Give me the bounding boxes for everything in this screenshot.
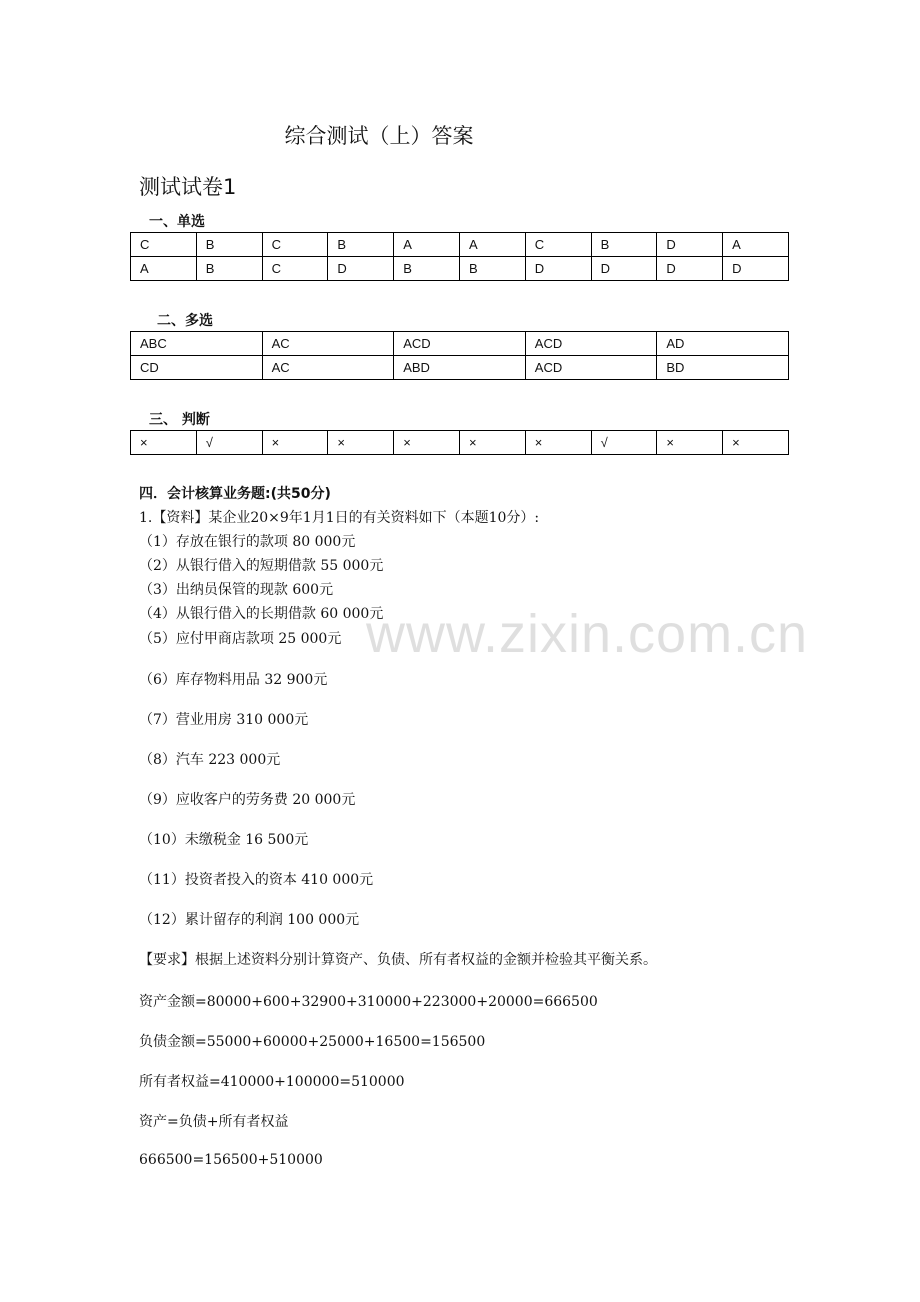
list-item: （5）应付甲商店款项 25 000元 [139,631,342,647]
answer-cell: × [657,431,723,455]
list-item: （7）营业用房 310 000元 [139,712,309,728]
answer-cell: AC [262,332,394,356]
answer-cell: × [459,431,525,455]
answer-cell: BD [657,356,789,380]
answer-cell: C [525,233,591,257]
answer-cell: A [723,233,789,257]
list-item: （2）从银行借入的短期借款 55 000元 [139,558,384,574]
answer-line: 负债金额=55000+60000+25000+16500=156500 [139,1034,486,1050]
answer-line: 资产=负债+所有者权益 [139,1114,289,1130]
answer-cell: CD [131,356,263,380]
answer-cell: B [196,233,262,257]
answer-cell: A [459,233,525,257]
answer-line: 所有者权益=410000+100000=510000 [139,1074,405,1090]
judge-heading: 三、 判断 [149,412,210,428]
accounting-intro: 1.【资料】某企业20×9年1月1日的有关资料如下（本题10分）: [139,510,540,526]
answer-cell: B [394,257,460,281]
accounting-heading: 四．会计核算业务题:(共50分) [139,486,331,502]
answer-cell: C [262,233,328,257]
answer-cell: AD [657,332,789,356]
answer-cell: ABC [131,332,263,356]
answer-cell: √ [591,431,657,455]
judge-table [130,430,789,455]
list-item: （12）累计留存的利润 100 000元 [139,912,360,928]
answer-cell: B [591,233,657,257]
single-choice-table [130,232,789,281]
table-row [131,356,789,380]
answer-line: 666500=156500+510000 [139,1152,323,1168]
answer-cell: × [525,431,591,455]
answer-cell: ACD [525,356,657,380]
table-row [131,257,789,281]
answer-cell: C [131,233,197,257]
multi-choice-table [130,331,789,380]
answer-cell: D [723,257,789,281]
table-row [131,332,789,356]
answer-cell: B [196,257,262,281]
requirement-text: 【要求】根据上述资料分别计算资产、负债、所有者权益的金额并检验其平衡关系。 [139,952,657,968]
answer-cell: ABD [394,356,526,380]
table-row [131,431,789,455]
answer-cell: × [262,431,328,455]
answer-cell: AC [262,356,394,380]
list-item: （4）从银行借入的长期借款 60 000元 [139,606,384,622]
answer-cell: × [131,431,197,455]
answer-cell: ACD [394,332,526,356]
answer-cell: D [328,257,394,281]
document-title: 综合测试（上）答案 [284,124,474,148]
answer-cell: B [459,257,525,281]
answer-cell: × [394,431,460,455]
answer-cell: × [723,431,789,455]
answer-cell: D [525,257,591,281]
list-item: （6）库存物料用品 32 900元 [139,672,328,688]
list-item: （8）汽车 223 000元 [139,752,281,768]
answer-cell: B [328,233,394,257]
answer-cell: C [262,257,328,281]
answer-cell: D [657,257,723,281]
answer-cell: D [657,233,723,257]
list-item: （10）未缴税金 16 500元 [139,832,309,848]
list-item: （1）存放在银行的款项 80 000元 [139,534,356,550]
list-item: （3）出纳员保管的现款 600元 [139,582,334,598]
answer-cell: √ [196,431,262,455]
answer-cell: A [131,257,197,281]
list-item: （9）应收客户的劳务费 20 000元 [139,792,356,808]
multi-choice-heading: 二、多选 [157,313,213,329]
answer-cell: A [394,233,460,257]
single-choice-heading: 一、单选 [149,214,205,230]
watermark: www.zixin.com.cn [366,604,809,664]
paper-title: 测试试卷1 [139,175,237,199]
answer-cell: D [591,257,657,281]
answer-line: 资产金额=80000+600+32900+310000+223000+20000=666500 [139,994,598,1010]
answer-cell: × [328,431,394,455]
table-row [131,233,789,257]
list-item: （11）投资者投入的资本 410 000元 [139,872,374,888]
answer-cell: ACD [525,332,657,356]
